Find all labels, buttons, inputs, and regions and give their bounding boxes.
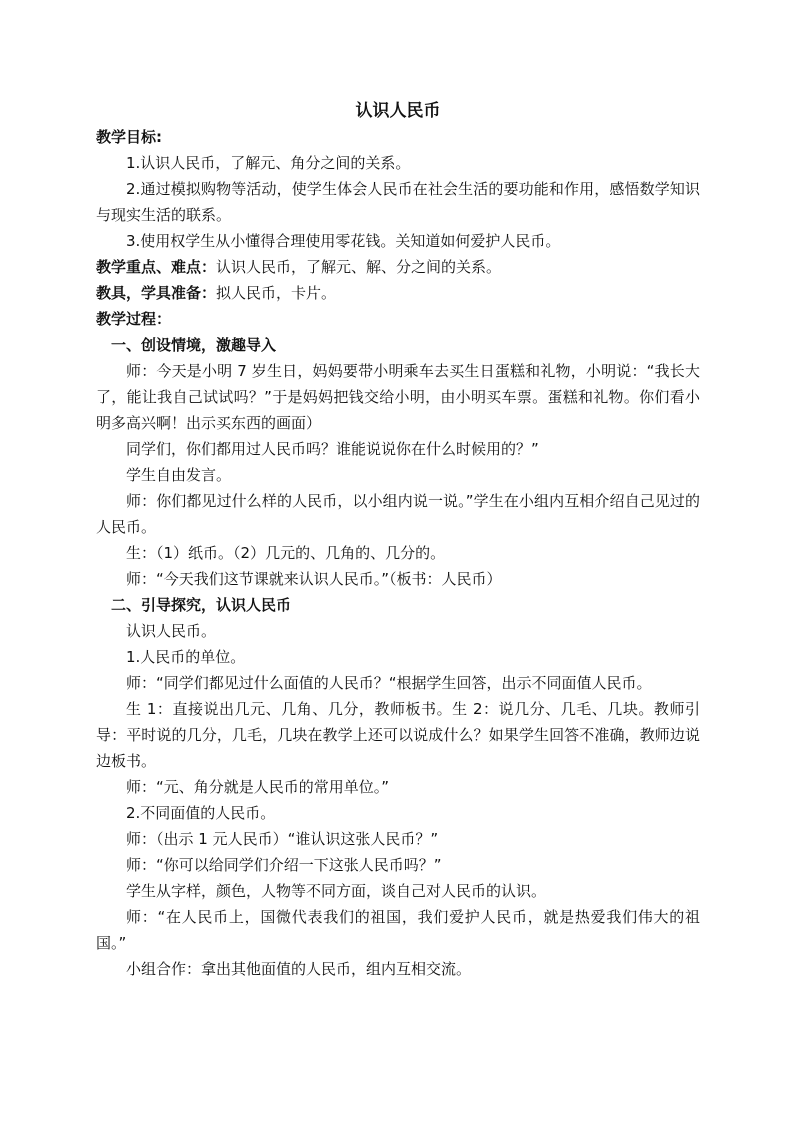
section1-paragraph: 学生自由发言。 (126, 466, 232, 484)
keypoints-heading: 教学重点、难点： (96, 258, 217, 276)
document-page (96, 98, 700, 982)
section1-paragraph: 师：今天是小明 7 岁生日，妈妈要带小明乘车去买生日蛋糕和礼物，小明说：“我长大了，能让我自己试试吗？”于是妈妈把钱交给小明，由小明买车票。蛋糕和礼物。你们看小明多高兴啊！出示买东西的画面） (96, 362, 700, 432)
section1-heading: 一、创设情境，激趣导入 (111, 336, 277, 354)
section2-paragraph: 师：“元、角分就是人民币的常用单位。” (126, 778, 390, 796)
section2-paragraph: 师：（出示 1 元人民币）“谁认识这张人民币？” (126, 830, 439, 848)
section1-paragraph: 师：“今天我们这节课就来认识人民币。”（板书：人民币） (126, 570, 502, 588)
section2-paragraph: 小组合作：拿出其他面值的人民币，组内互相交流。 (126, 960, 472, 978)
keypoints-paragraph (96, 254, 700, 280)
section2-paragraph: 学生从字样，颜色，人物等不同方面，谈自己对人民币的认识。 (126, 882, 547, 900)
section1-paragraph: 生：（1）纸币。（2）几元的、几角的、几分的。 (126, 544, 446, 562)
section2-paragraph: 2.不同面值的人民币。 (126, 804, 276, 822)
tools-text: 拟人民币，卡片。 (216, 284, 337, 302)
objective-item: 2.通过模拟购物等活动，使学生体会人民币在社会生活的要功能和作用，感悟数学知识与现实生活的联系。 (96, 180, 700, 224)
tools-heading: 教具，学具准备： (96, 284, 217, 302)
section1-paragraph: 师：你们都见过什么样的人民币，以小组内说一说。”学生在小组内互相介绍自己见过的人民币。 (96, 492, 700, 536)
section2-paragraph: 师：“同学们都见过什么面值的人民币？“根据学生回答，出示不同面值人民币。 (126, 674, 652, 692)
section1-paragraph: 同学们，你们都用过人民币吗？谁能说说你在什么时候用的？” (126, 440, 539, 458)
section2-paragraph: 1.人民币的单位。 (126, 648, 246, 666)
section2-paragraph: 师：“你可以给同学们介绍一下这张人民币吗？” (126, 856, 442, 874)
objective-item: 3.使用权学生从小懂得合理使用零花钱。关知道如何爱护人民币。 (126, 232, 561, 250)
tools-paragraph (96, 280, 700, 306)
section2-paragraph: 生 1：直接说出几元、几角、几分，教师板书。生 2：说几分、几毛、几块。教师引导：平时说的几分，几毛，几块在教学上还可以说成什么？如果学生回答不准确，教师边说边板书。 (96, 700, 700, 770)
keypoints-text: 认识人民币，了解元、解、分之间的关系。 (216, 258, 502, 276)
document-title: 认识人民币 (355, 101, 441, 121)
section2-paragraph: 认识人民币。 (126, 622, 217, 640)
objective-item: 1.认识人民币，了解元、角分之间的关系。 (126, 154, 411, 172)
section2-paragraph: 师：“在人民币上，国微代表我们的祖国，我们爱护人民币，就是热爱我们伟大的祖国。” (96, 908, 700, 952)
process-heading: 教学过程： (96, 310, 172, 328)
section2-heading: 二、引导探究，认识人民币 (111, 596, 292, 614)
objectives-heading: 教学目标: (96, 128, 162, 146)
